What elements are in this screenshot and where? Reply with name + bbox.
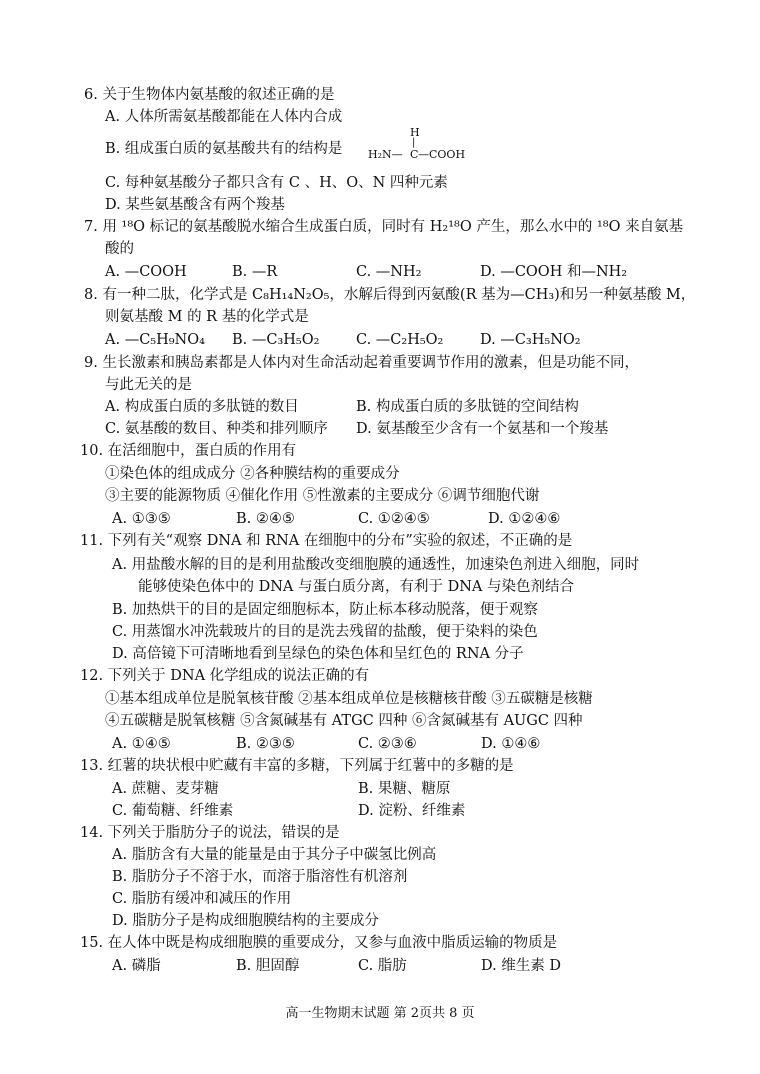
q14-option-a: A. 脂肪含有大量的能量是由于其分子中碳氢比例高 — [112, 847, 437, 863]
q14-option-d: D. 脂肪分子是构成细胞膜结构的主要成分 — [112, 913, 379, 929]
q15-stem: 15. 在人体中既是构成细胞膜的重要成分，又参与血液中脂质运输的物质是 — [80, 935, 558, 951]
q12-items-line2: ④五碳糖是脱氧核糖 ⑤含氮碱基有 ATGC 四种 ⑥含氮碱基有 AUGC 四种 — [105, 713, 583, 729]
q15-option-d: D. 维生素 D — [481, 958, 562, 974]
q6-option-b: B. 组成蛋白质的氨基酸共有的结构是 — [105, 141, 343, 157]
formula-h: H — [410, 126, 420, 139]
q14-option-b: B. 脂肪分子不溶于水，而溶于脂溶性有机溶剂 — [112, 869, 408, 885]
amino-acid-structure-formula — [366, 126, 476, 168]
q8-stem-line1: 8. 有一种二肽，化学式是 C₈H₁₄N₂O₅，水解后得到丙氨酸(R 基为—CH₃)和另一种氨基酸 M， — [84, 287, 696, 303]
q10-option-a: A. ①③⑤ — [112, 511, 171, 527]
q10-items-line1: ①染色体的组成成分 ②各种膜结构的重要成分 — [105, 466, 400, 482]
page-footer: 高一生物期末试题 第 2页共 8 页 — [285, 1006, 475, 1021]
q12-stem: 12. 下列关于 DNA 化学组成的说法正确的有 — [80, 668, 370, 684]
q12-option-b: B. ②③⑤ — [236, 736, 295, 752]
q9-option-b: B. 构成蛋白质的多肽链的空间结构 — [356, 399, 579, 415]
q8-option-c: C. —C₂H₅O₂ — [356, 332, 444, 348]
q11-stem: 11. 下列有关“观察 DNA 和 RNA 在细胞中的分布”实验的叙述，不正确的是 — [80, 533, 573, 549]
q7-option-c: C. —NH₂ — [356, 264, 422, 280]
q8-stem-line2: 则氨基酸 M 的 R 基的化学式是 — [105, 309, 309, 325]
q9-stem-line2: 与此无关的是 — [105, 377, 192, 393]
q6-option-c: C. 每种氨基酸分子都只含有 C 、H、O、N 四种元素 — [105, 175, 448, 191]
q8-option-b: B. —C₃H₅O₂ — [232, 332, 320, 348]
q8-option-d: D. —C₃H₅NO₂ — [480, 332, 581, 348]
q15-option-b: B. 胆固醇 — [236, 958, 300, 974]
q14-stem: 14. 下列关于脂肪分子的说法，错误的是 — [80, 825, 340, 841]
q12-option-d: D. ①④⑥ — [481, 736, 541, 752]
q14-option-c: C. 脂肪有缓冲和减压的作用 — [112, 891, 292, 907]
q6-option-d: D. 某些氨基酸含有两个羧基 — [105, 197, 285, 213]
q7-stem-line1: 7. 用 ¹⁸O 标记的氨基酸脱水缩合生成蛋白质，同时有 H₂¹⁸O 产生，那么水中的 ¹⁸O 来自氨基 — [84, 219, 684, 235]
q7-stem-line2: 酸的 — [105, 241, 134, 257]
q10-option-d: D. ①②④⑥ — [488, 511, 561, 527]
q12-option-c: C. ②③⑥ — [358, 736, 417, 752]
q12-items-line1: ①基本组成单位是脱氧核苷酸 ②基本组成单位是核糖核苷酸 ③五碳糖是核糖 — [105, 691, 593, 707]
q9-option-d: D. 氨基酸至少含有一个氨基和一个羧基 — [356, 421, 609, 437]
q11-option-a-line1: A. 用盐酸水解的目的是利用盐酸改变细胞膜的通透性，加速染色剂进入细胞，同时 — [112, 557, 640, 573]
q12-option-a: A. ①④⑤ — [112, 736, 171, 752]
formula-right: —COOH — [418, 148, 466, 161]
formula-c: C — [410, 148, 419, 161]
q8-option-a: A. —C₅H₉NO₄ — [105, 332, 205, 348]
q9-option-a: A. 构成蛋白质的多肽链的数目 — [105, 399, 299, 415]
q11-option-b: B. 加热烘干的目的是固定细胞标本，防止标本移动脱落，便于观察 — [112, 602, 538, 618]
q9-option-c: C. 氨基酸的数目、种类和排列顺序 — [105, 421, 328, 437]
q13-option-a: A. 蔗糖、麦芽糖 — [112, 781, 219, 797]
q7-option-b: B. —R — [232, 264, 278, 280]
q10-option-b: B. ②④⑤ — [236, 511, 295, 527]
q13-option-b: B. 果糖、糖原 — [358, 781, 451, 797]
q15-option-a: A. 磷脂 — [112, 958, 161, 974]
q10-items-line2: ③主要的能源物质 ④催化作用 ⑤性激素的主要成分 ⑥调节细胞代谢 — [105, 488, 540, 504]
formula-bond: | — [412, 137, 416, 148]
q11-option-c: C. 用蒸馏水冲洗载玻片的目的是洗去残留的盐酸，便于染料的染色 — [112, 624, 538, 640]
q11-option-d: D. 高倍镜下可清晰地看到呈绿色的染色体和呈红色的 RNA 分子 — [112, 646, 524, 662]
q7-option-a: A. —COOH — [105, 264, 187, 280]
q15-option-c: C. 脂肪 — [358, 958, 407, 974]
formula-left: H₂N— — [368, 148, 403, 161]
q13-stem: 13. 红薯的块状根中贮藏有丰富的多糖，下列属于红薯中的多糖的是 — [80, 758, 514, 774]
q6-stem: 6. 关于生物体内氨基酸的叙述正确的是 — [84, 87, 335, 103]
q13-option-d: D. 淀粉、纤维素 — [358, 803, 466, 819]
q13-option-c: C. 葡萄糖、纤维素 — [112, 803, 234, 819]
q11-option-a-line2: 能够使染色体中的 DNA 与蛋白质分离，有利于 DNA 与染色剂结合 — [138, 579, 575, 595]
q7-option-d: D. —COOH 和—NH₂ — [480, 264, 628, 280]
q6-option-a: A. 人体所需氨基酸都能在人体内合成 — [105, 109, 343, 125]
q9-stem-line1: 9. 生长激素和胰岛素都是人体内对生命活动起着重要调节作用的激素，但是功能不同， — [84, 355, 639, 371]
q10-stem: 10. 在活细胞中，蛋白质的作用有 — [80, 443, 297, 459]
q10-option-c: C. ①②④⑤ — [358, 511, 430, 527]
